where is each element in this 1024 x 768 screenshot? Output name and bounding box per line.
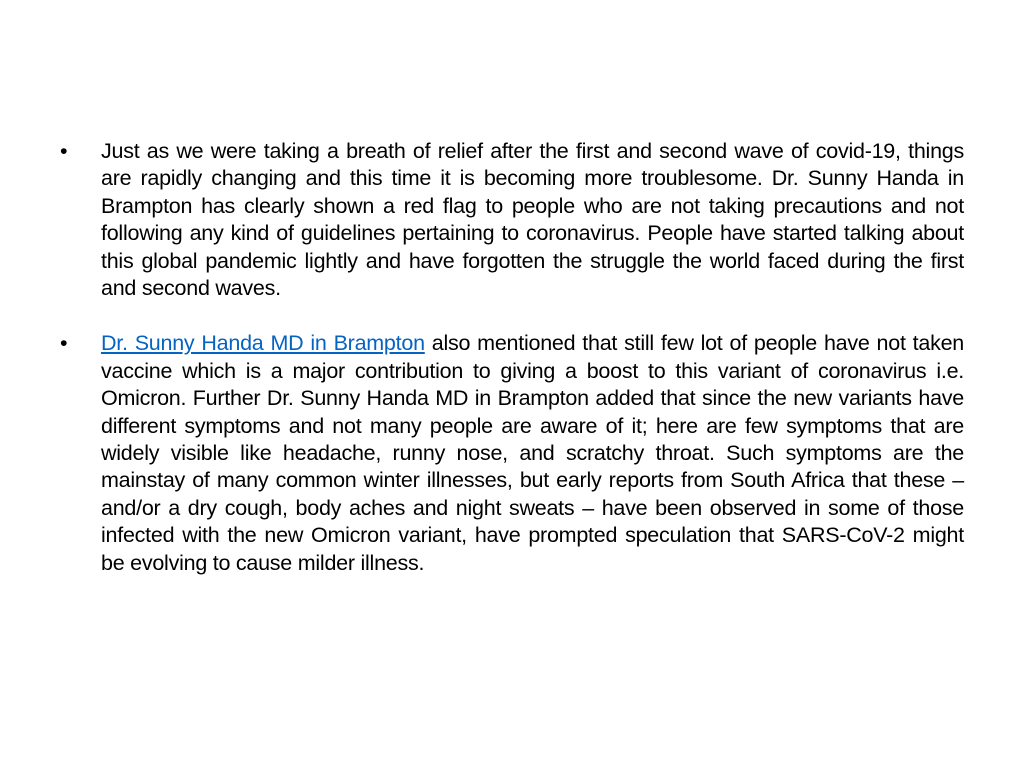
doctor-link[interactable]: Dr. Sunny Handa MD in Brampton [101,331,425,356]
bullet-list [60,138,964,605]
bullet-text: Just as we were taking a breath of relief after the first and second wave of covid-19, things are rapidly changing and this time it is becoming more troublesome. Dr. Sunny Handa in Brampton has clearly shown a red flag to people who are not taking precautions and not following any kind of guidelines pertaining to coronavirus. People have started talking about this global pandemic lightly and have forgotten the struggle the world faced during the first and second waves. [101,139,964,301]
bullet-icon: • [60,331,68,356]
bullet-item-1 [60,138,964,302]
bullet-icon: • [60,139,68,163]
bullet-text: also mentioned that still few lot of people have not taken vaccine which is a major contribution to giving a boost to this variant of coronavirus i.e. Omicron. Further Dr. Sunny Handa MD in Brampton added that since the new variants have different symptoms and not many people are aware of it; here are few symptoms that are widely visible like headache, runny nose, and scratchy throat. Such symptoms are the mainstay of many common winter illnesses, but early reports from South Africa that these – and/or a dry cough, body aches and night sweats – have been observed in some of those infected with the new Omicron variant, have prompted speculation that SARS-CoV-2 might be evolving to cause milder illness. [101,331,964,575]
bullet-item-2 [60,330,964,577]
